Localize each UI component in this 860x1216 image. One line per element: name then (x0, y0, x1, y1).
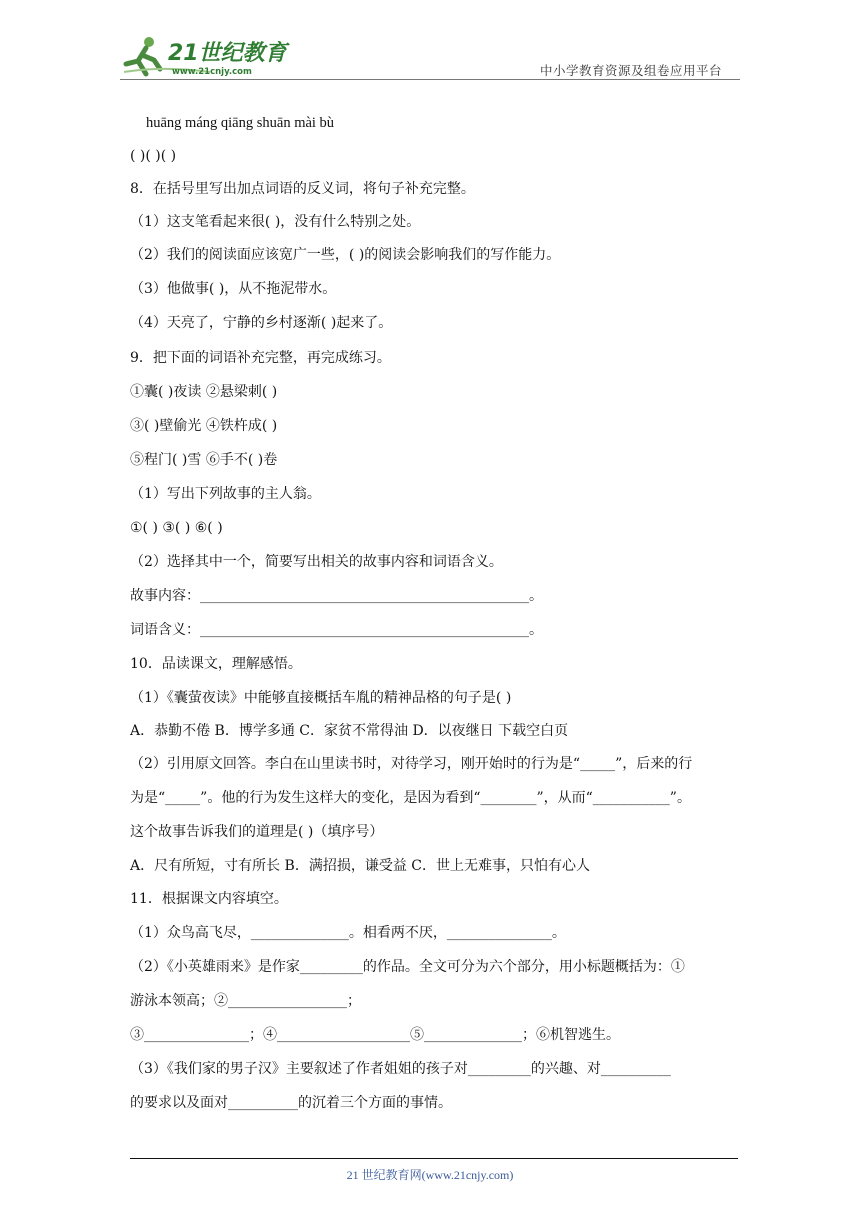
logo (120, 34, 290, 80)
question-11-sub-3-line-1: （3）《我们家的男子汉》主要叙述了作者姐姐的孩子对_________的兴趣、对__________ (130, 1061, 671, 1077)
question-8-item-1: （1）这支笔看起来很( )，没有什么特别之处。 (130, 214, 421, 230)
question-10-sub-2-options: A．尺有所短，寸有所长 B．满招损，谦受益 C．世上无难事，只怕有心人 (130, 858, 591, 874)
word-meaning-line: 词语含义：_______________________________________________。 (130, 622, 543, 638)
question-10-sub-2-line-2: 为是“_____”。他的行为发生这样大的变化，是因为看到“________”，从而“___________”。 (130, 790, 691, 806)
question-10-sub-2-line-1: （2）引用原文回答。李白在山里读书时，对待学习，刚开始时的行为是“_____”，后来的行 (130, 756, 693, 772)
question-9-sub-1: （1）写出下列故事的主人翁。 (130, 486, 321, 502)
question-11-sub-2-line-1: （2）《小英雄雨来》是作家_________的作品。全文可分为六个部分，用小标题概括为：① (130, 959, 685, 975)
header-rule (120, 79, 740, 80)
question-9-sub-1-blanks: ①( ) ③( ) ⑥( ) (130, 520, 223, 536)
question-10-sub-1-options: A．恭勤不倦 B．博学多通 C．家贫不常得油 D．以夜继日 下载空白页 (130, 723, 569, 739)
question-9-sub-2: （2）选择其中一个，简要写出相关的故事内容和词语含义。 (130, 554, 503, 570)
question-8-item-2: （2）我们的阅读面应该宽广一些，( )的阅读会影响我们的写作能力。 (130, 247, 561, 263)
story-content-line: 故事内容：_______________________________________________。 (130, 588, 543, 604)
question-10-sub-2-line-3: 这个故事告诉我们的道理是( )（填序号） (130, 824, 384, 840)
question-9-words-row-3: ⑤程门( )雪 ⑥手不( )卷 (130, 452, 278, 468)
question-9-title: 9．把下面的词语补充完整，再完成练习。 (130, 350, 391, 366)
question-10-sub-1: （1）《囊萤夜读》中能够直接概括车胤的精神品格的句子是( ) (130, 690, 512, 706)
footer-rule (130, 1158, 738, 1159)
question-11-sub-2-line-3: ③_______________；④___________________⑤______________；⑥机智逃生。 (130, 1027, 620, 1043)
question-11-sub-2-line-2: 游泳本领高；②_________________； (130, 993, 361, 1009)
question-9-words-row-1: ①囊( )夜读 ②悬梁刺( ) (130, 384, 278, 400)
logo-url: www.21cnjy.com (172, 67, 252, 77)
pinyin-line: huāng máng qiāng shuān mài bù (146, 115, 335, 131)
footer-link[interactable]: 21 世纪教育网(www.21cnjy.com) (346, 1168, 514, 1182)
platform-name: 中小学教育资源及组卷应用平台 (540, 63, 723, 78)
pinyin-answer-blanks: ( )( )( ) (130, 148, 177, 164)
question-8-item-4: （4）天亮了，宁静的乡村逐渐( )起来了。 (130, 315, 393, 331)
question-11-title: 11．根据课文内容填空。 (130, 891, 288, 907)
question-8-title: 8．在括号里写出加点词语的反义词，将句子补充完整。 (130, 181, 475, 197)
logo-text: 21世纪教育 (168, 41, 287, 66)
question-9-words-row-2: ③( )壁偷光 ④铁杵成( ) (130, 418, 278, 434)
question-11-sub-1: （1）众鸟高飞尽，______________。相看两不厌，_______________。 (130, 925, 566, 941)
question-11-sub-3-line-2: 的要求以及面对__________的沉着三个方面的事情。 (130, 1095, 452, 1111)
question-10-title: 10．品读课文，理解感悟。 (130, 656, 302, 672)
question-8-item-3: （3）他做事( )，从不拖泥带水。 (130, 281, 337, 297)
